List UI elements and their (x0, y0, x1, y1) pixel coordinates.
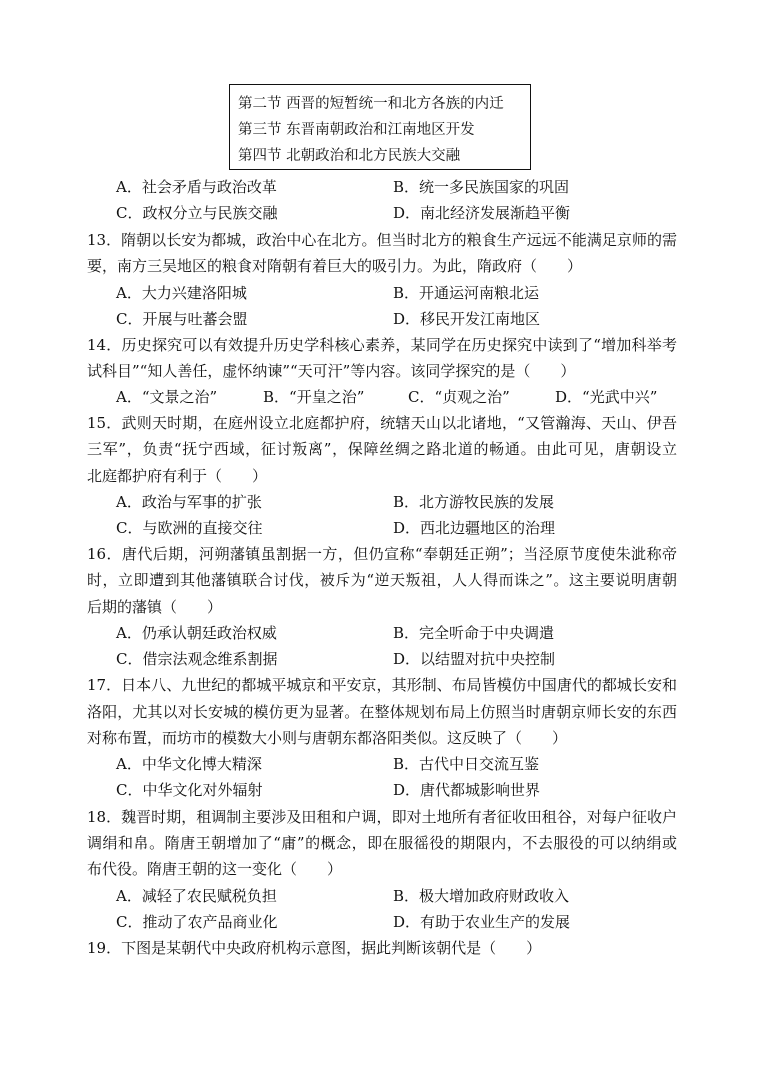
q13-stem-line: 要，南方三吴地区的粮食对隋朝有着巨大的吸引力。为此，隋政府（ ） (87, 257, 583, 275)
q18-option-b[interactable]: B．极大增加政府财政收入 (393, 887, 570, 905)
q12-option-c[interactable]: C．政权分立与民族交融 (116, 204, 278, 222)
outline-line: 第四节 北朝政治和北方民族大交融 (238, 148, 461, 164)
q14-option-a[interactable]: A．“文景之治” (116, 388, 218, 406)
q15-option-b[interactable]: B．北方游牧民族的发展 (393, 493, 555, 511)
q15-option-d[interactable]: D．西北边疆地区的治理 (393, 519, 556, 537)
q15-option-c[interactable]: C．与欧洲的直接交往 (116, 519, 263, 537)
q16-option-a[interactable]: A．仍承认朝廷政治权威 (116, 624, 277, 642)
q18-stem-line: 18．魏晋时期，租调制主要涉及田租和户调，即对土地所有者征收田租谷，对每户征收户 (87, 808, 677, 826)
q14-option-c[interactable]: C．“贞观之治” (408, 388, 510, 406)
q18-option-c[interactable]: C．推动了农产品商业化 (116, 913, 278, 931)
q18-option-d[interactable]: D．有助于农业生产的发展 (393, 913, 571, 931)
q15-stem-line: 15．武则天时期，在庭州设立北庭都护府，统辖天山以北诸地，“又管瀚海、天山、伊吾 (87, 414, 677, 432)
q14-stem-line: 试科目”“知人善任，虚怀纳谏”“天可汗”等内容。该同学探究的是（ ） (87, 362, 576, 380)
outline-line: 第二节 西晋的短暂统一和北方各族的内迁 (238, 96, 504, 112)
q13-option-c[interactable]: C．开展与吐蕃会盟 (116, 310, 248, 328)
q14-option-b[interactable]: B．“开皇之治” (263, 388, 365, 406)
q15-stem-line: 北庭都护府有利于（ ） (87, 467, 268, 485)
q16-stem-line: 后期的藩镇（ ） (87, 598, 223, 616)
q15-option-a[interactable]: A．政治与军事的扩张 (116, 493, 262, 511)
q12-option-a[interactable]: A．社会矛盾与政治改革 (116, 178, 277, 196)
q13-option-a[interactable]: A．大力兴建洛阳城 (116, 284, 247, 302)
q12-option-b[interactable]: B．统一多民族国家的巩固 (393, 178, 570, 196)
q17-option-d[interactable]: D．唐代都城影响世界 (393, 781, 541, 799)
q13-option-b[interactable]: B．开通运河南粮北运 (393, 284, 540, 302)
outline-line: 第三节 东晋南朝政治和江南地区开发 (238, 122, 475, 138)
q16-option-b[interactable]: B．完全听命于中央调遣 (393, 624, 555, 642)
q18-stem-line: 布代役。隋唐王朝的这一变化（ ） (87, 860, 343, 878)
q12-option-d[interactable]: D．南北经济发展渐趋平衡 (393, 204, 571, 222)
q15-stem-line: 三军”，负责“抚宁西域，征讨叛离”，保障丝绸之路北道的畅通。由此可见，唐朝设立 (87, 440, 677, 458)
q18-option-a[interactable]: A．减轻了农民赋税负担 (116, 887, 277, 905)
q17-stem-line: 洛阳，尤其以对长安城的模仿更为显著。在整体规划布局上仿照当时唐朝京师长安的东西 (87, 703, 677, 721)
q17-option-b[interactable]: B．古代中日交流互鉴 (393, 755, 540, 773)
q16-option-c[interactable]: C．借宗法观念维系割据 (116, 650, 278, 668)
q17-stem-line: 17．日本八、九世纪的都城平城京和平安京，其形制、布局皆模仿中国唐代的都城长安和 (87, 676, 677, 694)
q16-stem-line: 时，立即遭到其他藩镇联合讨伐，被斥为“逆天叛祖，人人得而诛之”。这主要说明唐朝 (87, 571, 677, 589)
q17-option-a[interactable]: A．中华文化博大精深 (116, 755, 262, 773)
q14-stem-line: 14．历史探究可以有效提升历史学科核心素养，某同学在历史探究中读到了“增加科举考 (87, 336, 677, 354)
q19-stem-line: 19．下图是某朝代中央政府机构示意图，据此判断该朝代是（ ） (87, 939, 542, 957)
q17-stem-line: 对称布置，而坊市的模数大小则与唐朝东都洛阳类似。这反映了（ ） (87, 729, 568, 747)
q16-stem-line: 16．唐代后期，河朔藩镇虽割据一方，但仍宣称“奉朝廷正朔”；当泾原节度使朱泚称帝 (87, 545, 677, 563)
q16-option-d[interactable]: D．以结盟对抗中央控制 (393, 650, 556, 668)
q13-stem-line: 13．隋朝以长安为都城，政治中心在北方。但当时北方的粮食生产远远不能满足京师的需 (87, 231, 677, 249)
q13-option-d[interactable]: D．移民开发江南地区 (393, 310, 541, 328)
q18-stem-line: 调绢和帛。隋唐王朝增加了“庸”的概念，即在服徭役的期限内，不去服役的可以纳绢或 (87, 834, 677, 852)
chapter-outline-box (229, 84, 531, 170)
q17-option-c[interactable]: C．中华文化对外辐射 (116, 781, 263, 799)
q14-option-d[interactable]: D．“光武中兴” (555, 388, 658, 406)
